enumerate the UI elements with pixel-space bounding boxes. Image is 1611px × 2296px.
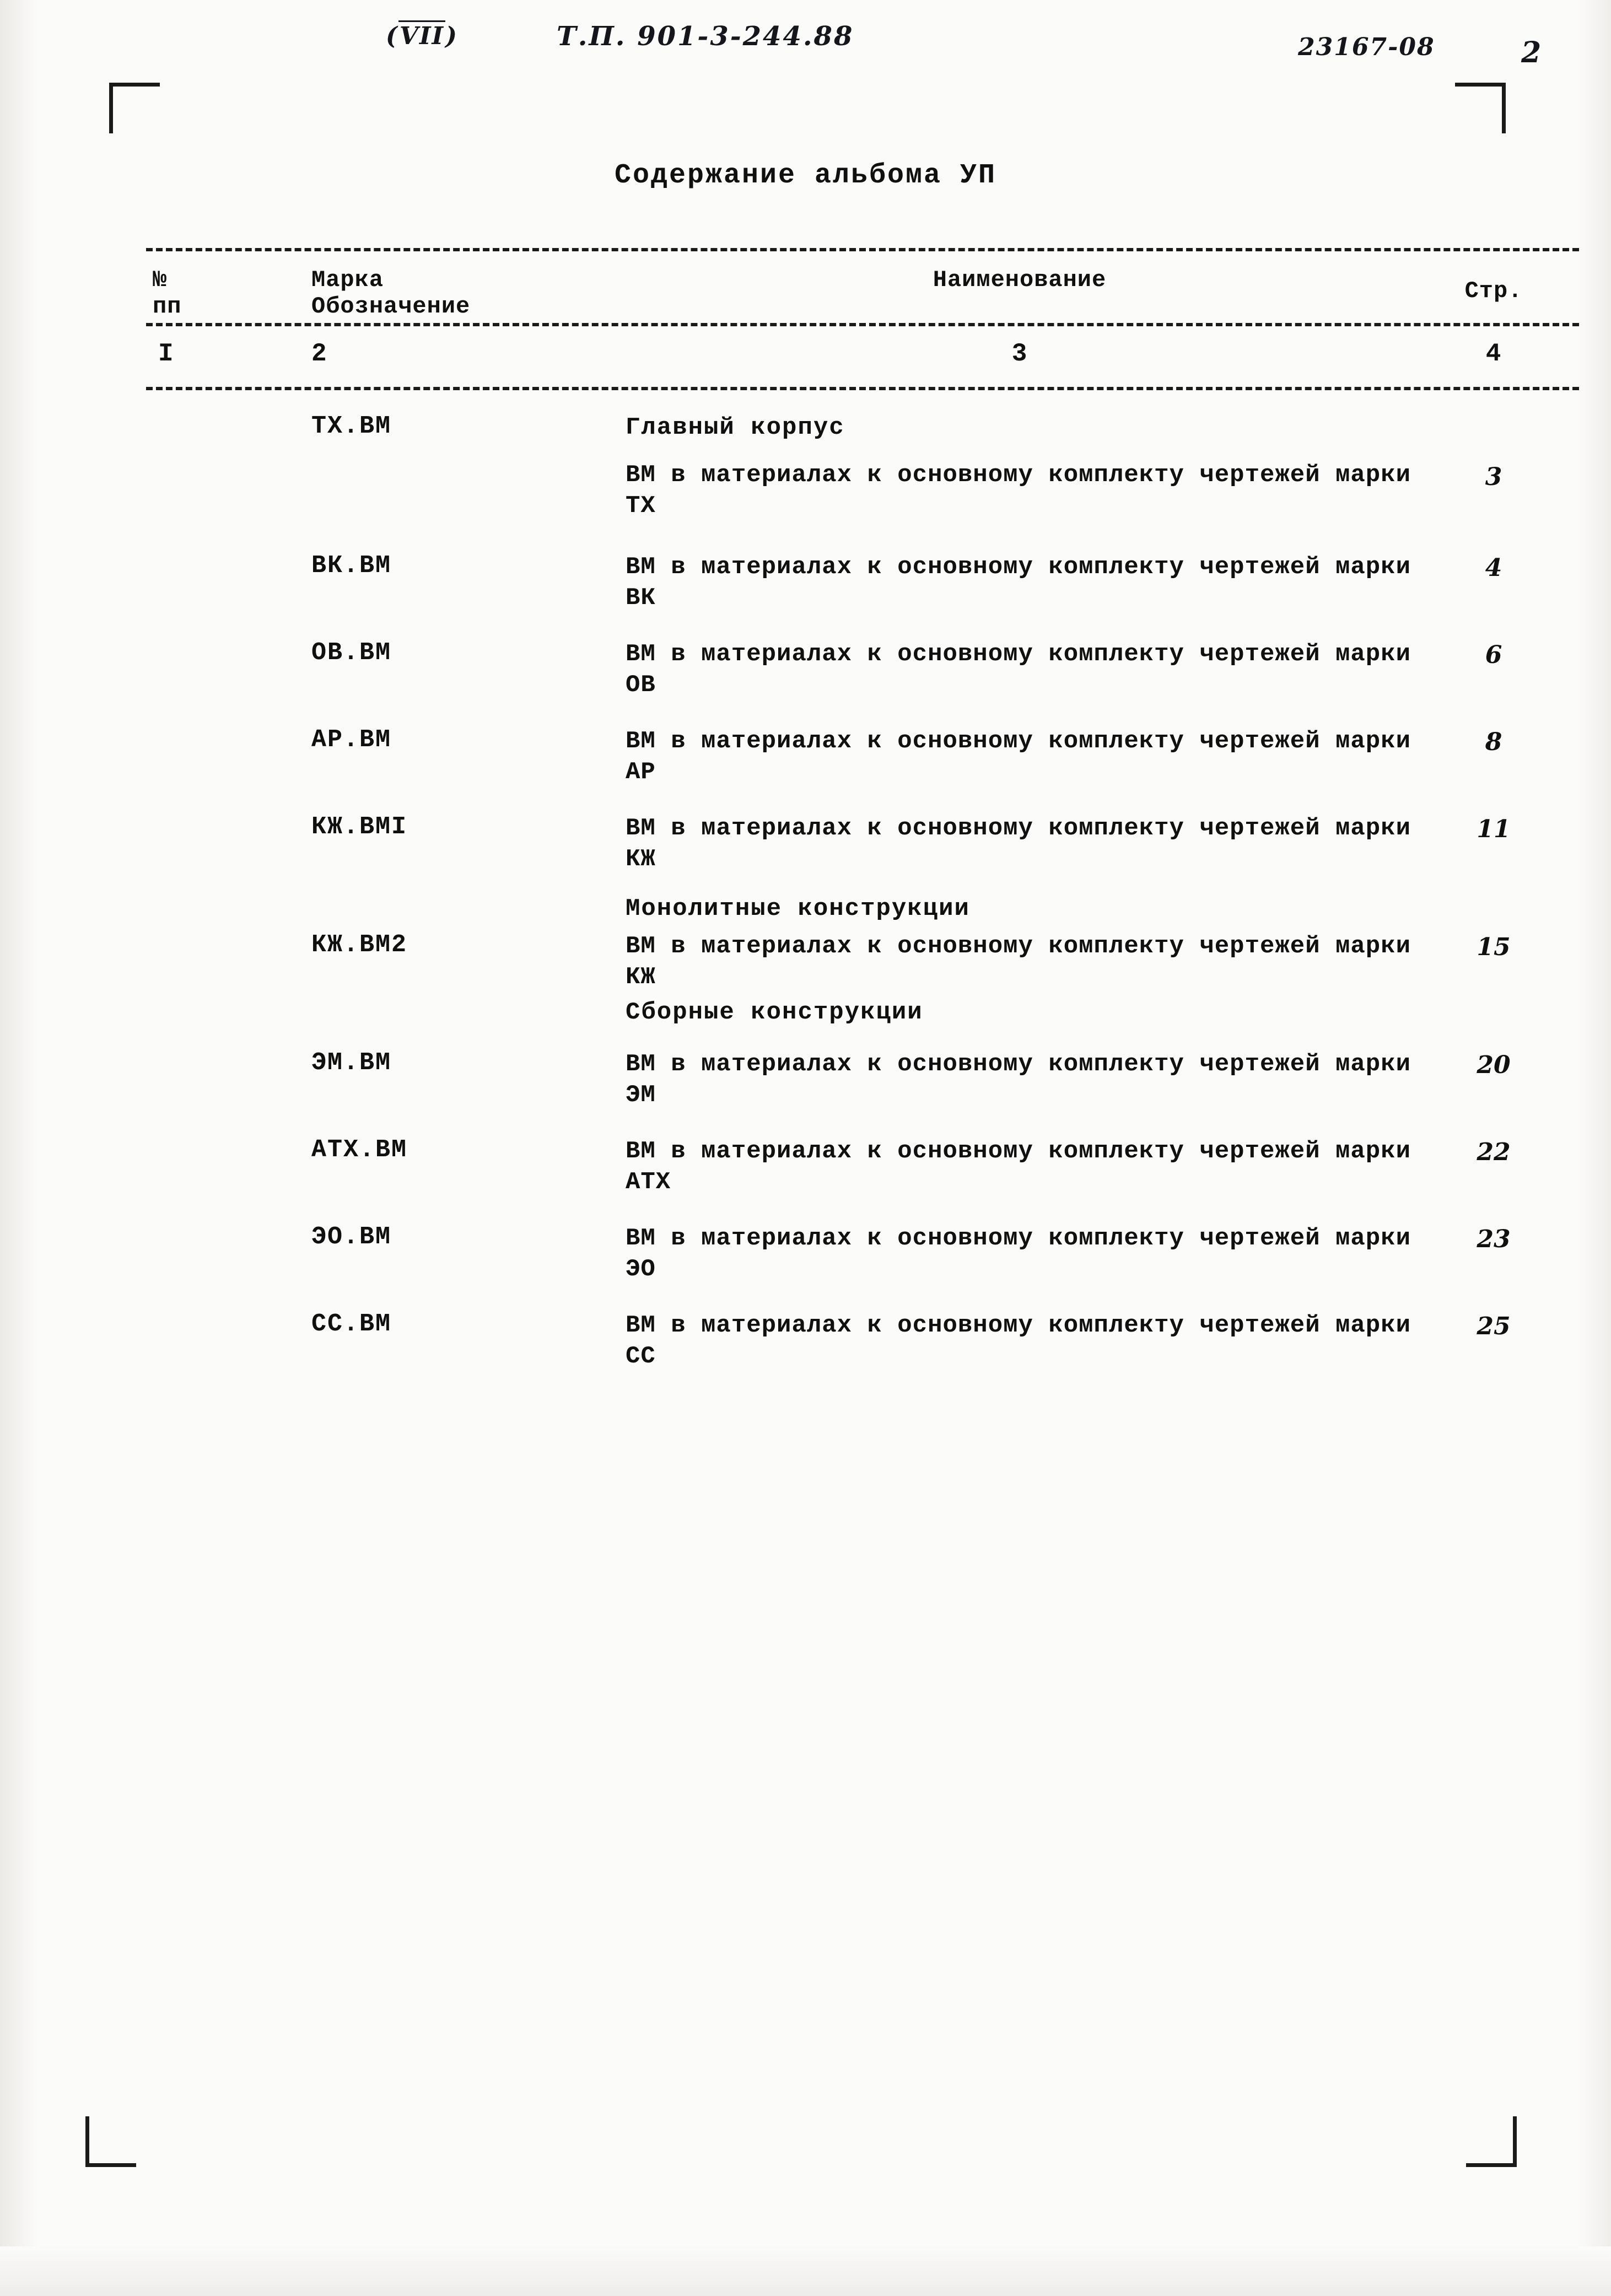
table-row xyxy=(146,1310,1579,1376)
row-name xyxy=(626,412,1436,521)
type-project-code: Т.П. 901-3-244.88 xyxy=(557,21,854,52)
row-name: ВМ в материалах к основному комплекту чертежей марки ВК xyxy=(626,553,1411,612)
row-name-text: ВМ в материалах к основному комплекту чертежей марки КЖ xyxy=(626,815,1411,873)
row-page: 15 xyxy=(1477,933,1511,961)
table-header-row xyxy=(146,251,1579,323)
row-mark: ВК.ВМ xyxy=(311,552,392,580)
page-number: 2 xyxy=(1521,36,1542,69)
album-roman-number xyxy=(386,22,458,50)
row-mark: СС.ВМ xyxy=(311,1310,392,1338)
page-title: Содержание альбома УП xyxy=(614,160,997,191)
row-mark: ЭМ.ВМ xyxy=(311,1049,392,1077)
table-rule-bottom xyxy=(146,387,1579,390)
row-note: Сборные конструкции xyxy=(626,999,923,1026)
paren-open: ( xyxy=(386,22,398,50)
page-edge-bottom xyxy=(0,2246,1611,2296)
row-mark: АТХ.ВМ xyxy=(311,1136,408,1164)
column-number-4: 4 xyxy=(1485,339,1502,368)
column-number-1: I xyxy=(158,339,174,368)
row-page: 8 xyxy=(1485,728,1502,756)
row-page: 3 xyxy=(1485,463,1502,491)
row-name: ВМ в материалах к основному комплекту чертежей марки ОВ xyxy=(626,640,1411,699)
row-note: Монолитные конструкции xyxy=(626,895,970,923)
table-row xyxy=(146,639,1579,705)
row-mark: КЖ.ВМI xyxy=(311,813,408,841)
row-mark: АР.ВМ xyxy=(311,726,392,754)
table-row xyxy=(146,552,1579,618)
table-column-numbers-row xyxy=(146,326,1579,387)
column-number-3: 3 xyxy=(1011,339,1028,368)
crop-mark-top-left xyxy=(109,83,160,133)
column-header-page: Стр. xyxy=(1464,278,1523,304)
table-row xyxy=(146,1223,1579,1289)
column-header-mark xyxy=(311,267,604,320)
row-mark: КЖ.ВМ2 xyxy=(311,931,408,959)
row-name: ВМ в материалах к основному комплекту чертежей марки АТХ xyxy=(626,1138,1411,1196)
row-name xyxy=(626,931,1436,1028)
row-name: ВМ в материалах к основному комплекту чертежей марки СС xyxy=(626,1312,1411,1370)
crop-mark-bottom-left xyxy=(85,2116,136,2167)
table-row xyxy=(146,1049,1579,1115)
roman-numeral: VII xyxy=(398,20,445,50)
row-mark: ОВ.ВМ xyxy=(311,639,392,667)
row-page: 6 xyxy=(1485,641,1502,669)
row-page: 4 xyxy=(1485,554,1502,582)
table-row xyxy=(146,813,1579,923)
contents-table xyxy=(146,248,1579,1397)
row-name-text: ВМ в материалах к основному комплекту чертежей марки ТХ xyxy=(626,461,1411,520)
row-mark: ТХ.ВМ xyxy=(311,412,392,440)
column-header-mark-line2: Обозначение xyxy=(311,293,471,320)
crop-mark-top-right xyxy=(1455,83,1506,133)
row-page: 22 xyxy=(1477,1138,1511,1166)
column-number-2: 2 xyxy=(311,339,327,368)
table-body xyxy=(146,412,1579,1376)
row-name-text: ВМ в материалах к основному комплекту чертежей марки КЖ xyxy=(626,933,1411,991)
row-name xyxy=(626,813,1436,924)
column-header-number-line1: № xyxy=(153,267,168,293)
table-row xyxy=(146,726,1579,792)
row-name: ВМ в материалах к основному комплекту чертежей марки ЭМ xyxy=(626,1050,1411,1109)
row-page: 25 xyxy=(1477,1312,1511,1340)
archive-code: 23167-08 xyxy=(1298,33,1435,61)
row-page: 11 xyxy=(1477,815,1511,843)
crop-mark-bottom-right xyxy=(1466,2116,1517,2167)
column-header-mark-line1: Марка xyxy=(311,267,384,293)
row-page: 23 xyxy=(1477,1225,1511,1253)
table-row xyxy=(146,1136,1579,1202)
page-edge-left xyxy=(0,0,39,2296)
column-header-number xyxy=(153,267,263,320)
table-row xyxy=(146,412,1579,531)
page-edge-right xyxy=(1578,0,1611,2296)
column-header-number-line2: пп xyxy=(153,293,182,320)
row-page: 20 xyxy=(1477,1051,1511,1079)
table-row xyxy=(146,931,1579,1028)
row-caption: Главный корпус xyxy=(626,414,845,441)
paren-close: ) xyxy=(445,22,458,50)
row-name: ВМ в материалах к основному комплекту чертежей марки ЭО xyxy=(626,1225,1411,1283)
column-header-name: Наименование xyxy=(933,267,1107,293)
row-mark: ЭО.ВМ xyxy=(311,1223,392,1251)
row-name: ВМ в материалах к основному комплекту чертежей марки АР xyxy=(626,727,1411,786)
